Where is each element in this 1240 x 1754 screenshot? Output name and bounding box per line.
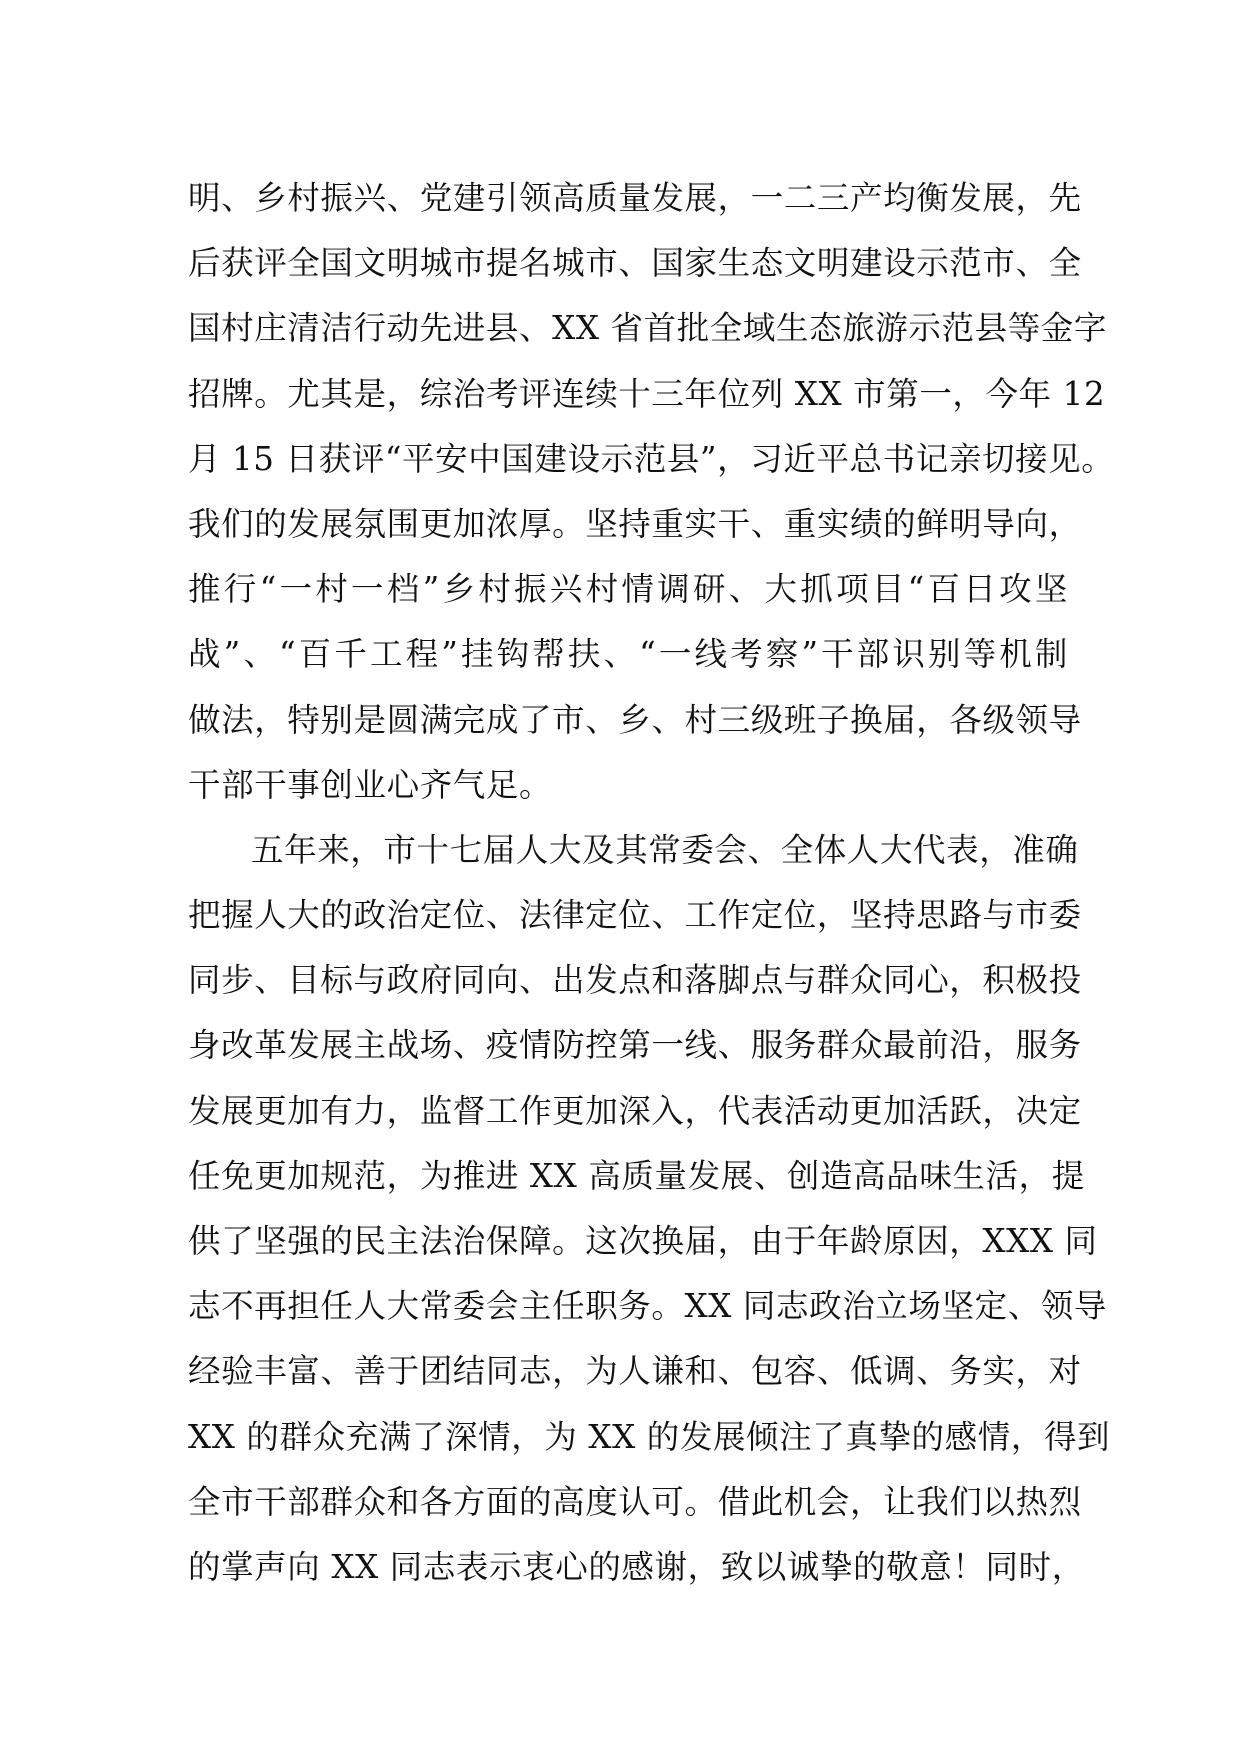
text-line: 身改革发展主战场、疫情防控第一线、服务群众最前沿，服务 [188,1026,1082,1065]
text-line: 招牌。尤其是，综治考评连续十三年位列 XX 市第一，今年 12 [188,374,1106,413]
text-line: 发展更加有力，监督工作更加深入，代表活动更加活跃，决定 [188,1091,1082,1130]
text-line: 经验丰富、善于团结同志，为人谦和、包容、低调、务实，对 [188,1352,1082,1391]
text-line: 任免更加规范，为推进 XX 高质量发展、创造高品味生活，提 [188,1156,1085,1195]
text-line: 明、乡村振兴、党建引领高质量发展，一二三产均衡发展，先 [188,179,1082,217]
text-line: 月 15 日获评“平安中国建设示范县”，习近平总书记亲切接见。 [188,439,1115,478]
text-line: 志不再担任人大常委会主任职务。XX 同志政治立场坚定、领导 [188,1287,1108,1326]
text-line: 做法，特别是圆满完成了市、乡、村三级班子换届，各级领导 [188,700,1082,739]
text-line: 国村庄清洁行动先进县、XX 省首批全域生态旅游示范县等金字 [188,309,1108,348]
text-line: XX 的群众充满了深情，为 XX 的发展倾注了真挚的感情，得到 [188,1417,1111,1456]
text-line: 同步、目标与政府同向、出发点和落脚点与群众同心，积极投 [188,961,1082,1000]
text-line: 把握人大的政治定位、法律定位、工作定位，坚持思路与市委 [188,896,1082,935]
body-text [188,166,1115,1600]
text-line: 我们的发展氛围更加浓厚。坚持重实干、重实绩的鲜明导向， [188,504,1082,543]
text-line: 五年来，市十七届人大及其常委会、全体人大代表，准确 [251,830,1079,869]
text-line: 干部干事创业心齐气足。 [188,765,553,804]
text-line: 全市干部群众和各方面的高度认可。借此机会，让我们以热烈 [188,1482,1082,1521]
text-line: 战”、“百千工程”挂钩帮扶、“一线考察”干部识别等机制 [188,635,1068,674]
text-line: 后获评全国文明城市提名城市、国家生态文明建设示范市、全 [188,244,1082,283]
text-line: 推行“一村一档”乡村振兴村情调研、大抓项目“百日攻坚 [188,570,1068,609]
text-line: 的掌声向 XX 同志表示衷心的感谢，致以诚挚的敬意！同时， [188,1547,1085,1586]
text-line: 供了坚强的民主法治保障。这次换届，由于年龄原因，XXX 同 [188,1222,1098,1260]
